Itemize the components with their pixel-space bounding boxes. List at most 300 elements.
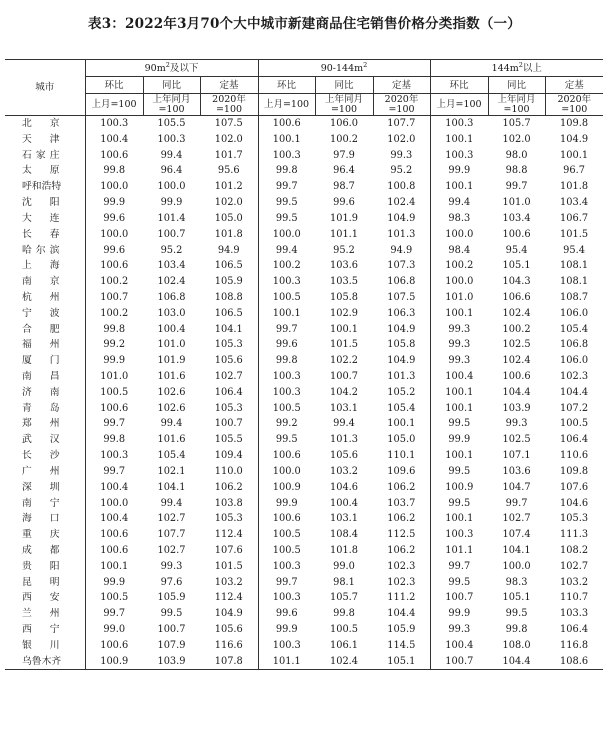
index-value: 99.7 <box>275 181 298 193</box>
sub-header-yoy: 同比 <box>315 77 373 94</box>
index-value: 101.0 <box>100 371 129 382</box>
table-row <box>5 527 603 543</box>
table-row <box>5 638 603 654</box>
index-value: 100.6 <box>502 228 531 240</box>
index-value: 100.1 <box>445 513 474 525</box>
index-value: 100.6 <box>272 513 301 525</box>
base-label-line2: =100 <box>158 103 185 115</box>
index-value: 99.8 <box>275 355 298 367</box>
index-value: 101.0 <box>502 197 531 209</box>
index-value: 99.0 <box>103 624 126 635</box>
city-name: 杭州 <box>5 290 85 306</box>
index-value: 100.0 <box>502 560 531 572</box>
index-value: 101.1 <box>258 654 315 670</box>
index-value: 110.6 <box>560 450 589 462</box>
index-value: 100.3 <box>100 450 129 462</box>
index-value: 111.3 <box>560 529 589 541</box>
index-value: 102.5 <box>502 339 531 351</box>
index-value: 105.2 <box>373 385 430 401</box>
index-value: 100.4 <box>100 513 129 525</box>
index-value: 103.9 <box>502 402 531 414</box>
table-row <box>5 448 603 464</box>
index-value: 104.7 <box>502 481 531 493</box>
index-value: 102.6 <box>157 402 186 414</box>
index-value: 99.7 <box>505 181 528 193</box>
index-value: 109.8 <box>560 465 589 477</box>
sub-header-fixed-base: 定基 <box>373 77 430 94</box>
index-value: 105.6 <box>200 622 258 638</box>
index-value: 104.9 <box>373 211 430 227</box>
index-value: 99.5 <box>448 576 471 588</box>
index-value: 100.1 <box>445 450 474 462</box>
index-value: 98.4 <box>448 244 471 256</box>
index-value: 100.0 <box>272 228 301 240</box>
table-row <box>5 511 603 527</box>
index-value: 100.5 <box>272 402 301 414</box>
index-value: 101.2 <box>200 179 258 195</box>
index-value: 110.1 <box>373 448 430 464</box>
table-row <box>5 590 603 606</box>
base-label-line1: 上年同月 <box>497 93 536 105</box>
index-value: 100.1 <box>272 133 301 145</box>
index-value: 107.2 <box>560 402 589 414</box>
base-header-fixed-base <box>373 94 430 116</box>
index-value: 103.9 <box>143 654 200 670</box>
index-value: 99.8 <box>275 165 298 177</box>
index-value: 99.4 <box>275 244 298 256</box>
base-label-line2: =100 <box>561 103 588 115</box>
city-name: 南昌 <box>5 369 85 385</box>
index-value: 101.0 <box>445 291 474 303</box>
city-name: 南京 <box>5 274 85 290</box>
table-body <box>5 116 603 670</box>
table-row <box>5 290 603 306</box>
city-name: 广州 <box>5 464 85 480</box>
index-value: 98.8 <box>505 165 528 177</box>
index-value: 99.5 <box>275 212 298 224</box>
index-value: 105.1 <box>502 260 531 272</box>
city-name: 大连 <box>5 211 85 227</box>
index-value: 99.7 <box>448 560 471 572</box>
index-value: 101.8 <box>329 544 359 556</box>
index-value: 105.0 <box>200 211 258 227</box>
index-value: 100.3 <box>157 133 186 145</box>
index-value: 99.2 <box>275 418 298 430</box>
index-value: 106.2 <box>373 543 430 559</box>
index-value: 107.6 <box>200 543 258 559</box>
index-value: 100.4 <box>157 323 186 335</box>
index-value: 98.7 <box>333 181 355 193</box>
index-value: 103.4 <box>157 260 186 272</box>
index-value: 102.0 <box>502 133 531 145</box>
index-value: 105.3 <box>200 511 258 527</box>
index-value: 103.7 <box>373 496 430 512</box>
index-value: 102.7 <box>157 513 186 525</box>
index-value: 99.9 <box>103 355 126 367</box>
index-value: 106.6 <box>502 291 531 303</box>
city-name: 北京 <box>5 116 85 132</box>
city-name: 太原 <box>5 163 85 179</box>
index-value: 99.4 <box>333 418 355 430</box>
index-value: 100.4 <box>100 481 129 493</box>
sub-header-yoy: 同比 <box>488 77 545 94</box>
index-value: 101.9 <box>157 355 186 367</box>
index-value: 102.3 <box>373 559 430 575</box>
index-value: 100.0 <box>100 228 129 240</box>
index-value: 100.6 <box>100 402 129 414</box>
city-name: 贵阳 <box>5 559 85 575</box>
index-value: 106.7 <box>560 212 589 224</box>
index-value: 100.9 <box>272 481 301 493</box>
city-name: 石家庄 <box>5 148 85 164</box>
index-value: 101.6 <box>157 371 186 382</box>
index-value: 99.3 <box>448 624 471 635</box>
index-value: 100.5 <box>272 529 301 541</box>
city-name: 天津 <box>5 132 85 148</box>
index-value: 100.6 <box>100 260 129 272</box>
index-value: 99.7 <box>505 497 528 509</box>
base-label-line2: =100 <box>330 103 358 115</box>
index-value: 106.4 <box>200 385 258 401</box>
index-value: 106.4 <box>560 624 589 635</box>
index-value: 99.6 <box>275 339 298 351</box>
index-value: 108.1 <box>560 260 589 272</box>
index-value: 100.5 <box>329 624 359 635</box>
table-row <box>5 480 603 496</box>
index-value: 105.9 <box>200 274 258 290</box>
city-name: 重庆 <box>5 527 85 543</box>
index-value: 95.4 <box>563 244 585 256</box>
index-value: 105.1 <box>502 592 531 604</box>
index-value: 99.8 <box>505 624 528 635</box>
index-value: 106.4 <box>560 434 589 446</box>
index-value: 100.5 <box>272 544 301 556</box>
index-value: 106.5 <box>200 306 258 322</box>
sub-header-row <box>5 77 603 94</box>
index-value: 112.4 <box>200 527 258 543</box>
index-value: 100.6 <box>100 639 129 651</box>
table-row <box>5 179 603 195</box>
index-value: 99.5 <box>448 497 471 509</box>
index-value: 104.9 <box>373 353 430 369</box>
index-value: 99.6 <box>275 608 298 620</box>
table-row <box>5 559 603 575</box>
index-value: 107.7 <box>373 116 430 132</box>
index-value: 101.3 <box>373 227 430 243</box>
index-value: 100.6 <box>272 118 301 129</box>
index-value: 103.6 <box>329 260 359 272</box>
index-value: 107.5 <box>200 116 258 132</box>
index-value: 99.3 <box>160 560 183 572</box>
city-name: 银川 <box>5 638 85 654</box>
index-value: 100.7 <box>157 228 186 240</box>
sub-header-mom: 环比 <box>258 77 315 94</box>
index-value: 103.6 <box>502 465 531 477</box>
index-value: 106.8 <box>560 339 589 351</box>
index-value: 102.4 <box>502 307 531 319</box>
index-value: 100.6 <box>100 149 129 161</box>
index-value: 104.9 <box>560 133 589 145</box>
index-value: 100.2 <box>272 260 301 272</box>
index-value: 101.7 <box>200 148 258 164</box>
index-value: 99.2 <box>103 339 126 351</box>
index-value: 100.8 <box>373 179 430 195</box>
index-value: 100.5 <box>100 386 129 398</box>
index-value: 100.1 <box>560 149 589 161</box>
table-row <box>5 227 603 243</box>
table-row <box>5 116 603 132</box>
index-value: 104.1 <box>502 544 531 556</box>
index-value: 107.1 <box>502 450 531 462</box>
index-value: 100.4 <box>445 371 474 382</box>
index-value: 99.3 <box>373 148 430 164</box>
index-value: 107.6 <box>560 481 589 493</box>
index-value: 107.9 <box>157 639 186 651</box>
base-header-mom <box>85 94 143 116</box>
index-value: 103.1 <box>329 402 359 414</box>
table-row <box>5 543 603 559</box>
index-value: 107.8 <box>200 654 258 670</box>
index-value: 99.9 <box>275 497 298 509</box>
index-value: 101.4 <box>157 212 186 224</box>
index-value: 108.4 <box>329 529 359 541</box>
index-value: 102.5 <box>502 434 531 446</box>
index-value: 101.6 <box>157 434 186 446</box>
city-name: 成都 <box>5 543 85 559</box>
sub-header-fixed-base: 定基 <box>545 77 603 94</box>
index-value: 106.0 <box>560 355 589 367</box>
city-name: 哈尔滨 <box>5 243 85 259</box>
index-value: 106.3 <box>373 306 430 322</box>
index-value: 98.0 <box>505 149 528 161</box>
table-row <box>5 163 603 179</box>
index-value: 102.7 <box>157 544 186 556</box>
index-value: 96.7 <box>563 165 585 177</box>
index-value: 95.2 <box>333 244 355 256</box>
index-value: 105.9 <box>373 622 430 638</box>
index-value: 100.7 <box>200 416 258 432</box>
index-value: 102.1 <box>157 465 186 477</box>
index-value: 108.0 <box>502 639 531 651</box>
index-value: 100.3 <box>445 118 474 129</box>
index-value: 101.5 <box>200 559 258 575</box>
index-value: 104.1 <box>200 322 258 338</box>
index-value: 108.7 <box>560 291 589 303</box>
table-row <box>5 211 603 227</box>
index-value: 104.2 <box>329 386 359 398</box>
group-header-90-144: $90-144m^2$ <box>258 60 430 77</box>
city-name: 深圳 <box>5 480 85 496</box>
table-row <box>5 258 603 274</box>
index-value: 106.2 <box>373 511 430 527</box>
table-row <box>5 274 603 290</box>
index-value: 99.5 <box>275 434 298 446</box>
table-row <box>5 575 603 591</box>
index-value: 103.2 <box>200 575 258 591</box>
index-value: 100.0 <box>445 276 474 288</box>
city-name: 合肥 <box>5 322 85 338</box>
index-value: 106.2 <box>373 480 430 496</box>
index-value: 100.4 <box>445 639 474 651</box>
city-name: 昆明 <box>5 575 85 591</box>
index-value: 99.0 <box>333 560 355 572</box>
index-value: 100.3 <box>445 529 474 541</box>
index-value: 105.8 <box>373 337 430 353</box>
index-value: 100.5 <box>272 291 301 303</box>
index-value: 101.3 <box>373 369 430 385</box>
city-name: 沈阳 <box>5 195 85 211</box>
table-row <box>5 195 603 211</box>
index-value: 99.8 <box>103 323 126 335</box>
table-row <box>5 353 603 369</box>
index-value: 107.3 <box>373 258 430 274</box>
index-value: 99.5 <box>160 608 183 620</box>
index-value: 105.1 <box>373 654 430 670</box>
index-value: 100.0 <box>272 465 301 477</box>
index-value: 99.7 <box>103 608 126 620</box>
index-value: 100.3 <box>272 276 301 288</box>
index-value: 100.7 <box>430 654 488 670</box>
index-value: 95.2 <box>160 244 183 256</box>
index-value: 103.2 <box>560 576 589 588</box>
city-name: 上海 <box>5 258 85 274</box>
group-header-90-below: $90m^2$及以下 <box>85 60 258 77</box>
index-value: 102.4 <box>315 654 373 670</box>
index-value: 97.9 <box>333 149 355 161</box>
city-name: 青岛 <box>5 401 85 417</box>
index-value: 101.1 <box>329 228 359 240</box>
index-value: 100.5 <box>100 592 129 604</box>
index-value: 99.3 <box>505 418 528 430</box>
index-value: 100.4 <box>100 133 129 145</box>
index-value: 114.5 <box>373 638 430 654</box>
index-value: 102.6 <box>157 386 186 398</box>
index-value: 112.5 <box>373 527 430 543</box>
base-header-row <box>5 94 603 116</box>
index-value: 104.6 <box>560 497 589 509</box>
index-value: 95.2 <box>373 163 430 179</box>
base-label-line1: 上年同月 <box>152 93 191 105</box>
index-value: 100.9 <box>445 481 474 493</box>
index-value: 102.7 <box>560 560 589 572</box>
index-value: 100.3 <box>272 149 301 161</box>
base-header-yoy <box>488 94 545 116</box>
index-value: 102.0 <box>373 132 430 148</box>
table-row <box>5 654 603 670</box>
table-header <box>5 60 603 116</box>
index-value: 99.8 <box>103 165 126 177</box>
index-value: 99.5 <box>275 197 298 209</box>
index-value: 100.1 <box>445 133 474 145</box>
index-value: 97.6 <box>160 576 183 588</box>
index-value: 103.1 <box>329 513 359 525</box>
index-value: 105.7 <box>502 118 531 129</box>
index-value: 100.1 <box>445 307 474 319</box>
index-value: 103.3 <box>560 608 589 620</box>
index-value: 100.3 <box>272 639 301 651</box>
index-value: 106.0 <box>329 118 359 129</box>
index-value: 99.8 <box>333 608 355 620</box>
index-value: 100.9 <box>85 654 143 670</box>
base-header-yoy <box>315 94 373 116</box>
index-value: 105.8 <box>329 291 359 303</box>
index-value: 105.4 <box>157 450 186 462</box>
table-row <box>5 385 603 401</box>
index-value: 103.5 <box>329 276 359 288</box>
index-value: 105.3 <box>200 337 258 353</box>
index-value: 99.3 <box>448 339 471 351</box>
index-value: 100.7 <box>100 291 129 303</box>
index-value: 100.2 <box>100 276 129 288</box>
index-value: 100.0 <box>157 181 186 193</box>
index-value: 99.7 <box>275 323 298 335</box>
index-value: 102.7 <box>200 369 258 385</box>
table-row <box>5 306 603 322</box>
index-value: 100.7 <box>329 371 359 382</box>
city-name: 济南 <box>5 385 85 401</box>
index-value: 100.0 <box>445 228 474 240</box>
index-value: 106.2 <box>200 480 258 496</box>
index-value: 102.2 <box>329 355 359 367</box>
city-name: 呼和浩特 <box>5 179 85 195</box>
table-row <box>5 622 603 638</box>
base-header-yoy <box>143 94 200 116</box>
index-value: 109.6 <box>373 464 430 480</box>
index-value: 104.1 <box>157 481 186 493</box>
index-value: 95.4 <box>505 244 528 256</box>
index-value: 94.9 <box>200 243 258 259</box>
city-name: 福州 <box>5 337 85 353</box>
base-label-line2: =100 <box>503 103 530 115</box>
table-row <box>5 432 603 448</box>
index-value: 103.4 <box>560 197 589 209</box>
base-label-line2: =100 <box>215 103 243 115</box>
index-value: 103.4 <box>502 212 531 224</box>
index-value: 99.3 <box>448 323 471 335</box>
index-value: 105.4 <box>373 401 430 417</box>
city-name: 乌鲁木齐 <box>5 654 85 670</box>
index-value: 105.6 <box>329 450 359 462</box>
index-value: 104.6 <box>329 481 359 493</box>
index-value: 100.6 <box>272 450 301 462</box>
city-name: 武汉 <box>5 432 85 448</box>
index-value: 96.4 <box>333 165 355 177</box>
index-value: 103.0 <box>157 307 186 319</box>
city-name: 西宁 <box>5 622 85 638</box>
index-value: 99.9 <box>160 197 183 209</box>
index-value: 105.6 <box>200 353 258 369</box>
index-value: 106.0 <box>560 307 589 319</box>
index-value: 100.2 <box>100 307 129 319</box>
index-value: 100.0 <box>100 181 129 193</box>
index-value: 104.9 <box>373 322 430 338</box>
base-header-mom <box>258 94 315 116</box>
page-title: 表3：2022年3月70个大中城市新建商品住宅销售价格分类指数（一） <box>88 16 521 32</box>
index-value: 103.8 <box>200 496 258 512</box>
index-value: 105.0 <box>373 432 430 448</box>
index-value: 100.3 <box>272 592 301 604</box>
index-value: 101.5 <box>560 228 589 240</box>
index-value: 106.1 <box>329 639 359 651</box>
table-row <box>5 148 603 164</box>
index-value: 100.4 <box>329 497 359 509</box>
city-name: 兰州 <box>5 606 85 622</box>
index-value: 101.5 <box>329 339 359 351</box>
index-value: 100.2 <box>445 260 474 272</box>
index-value: 102.0 <box>200 195 258 211</box>
table-row <box>5 401 603 417</box>
base-header-fixed-base <box>545 94 603 116</box>
